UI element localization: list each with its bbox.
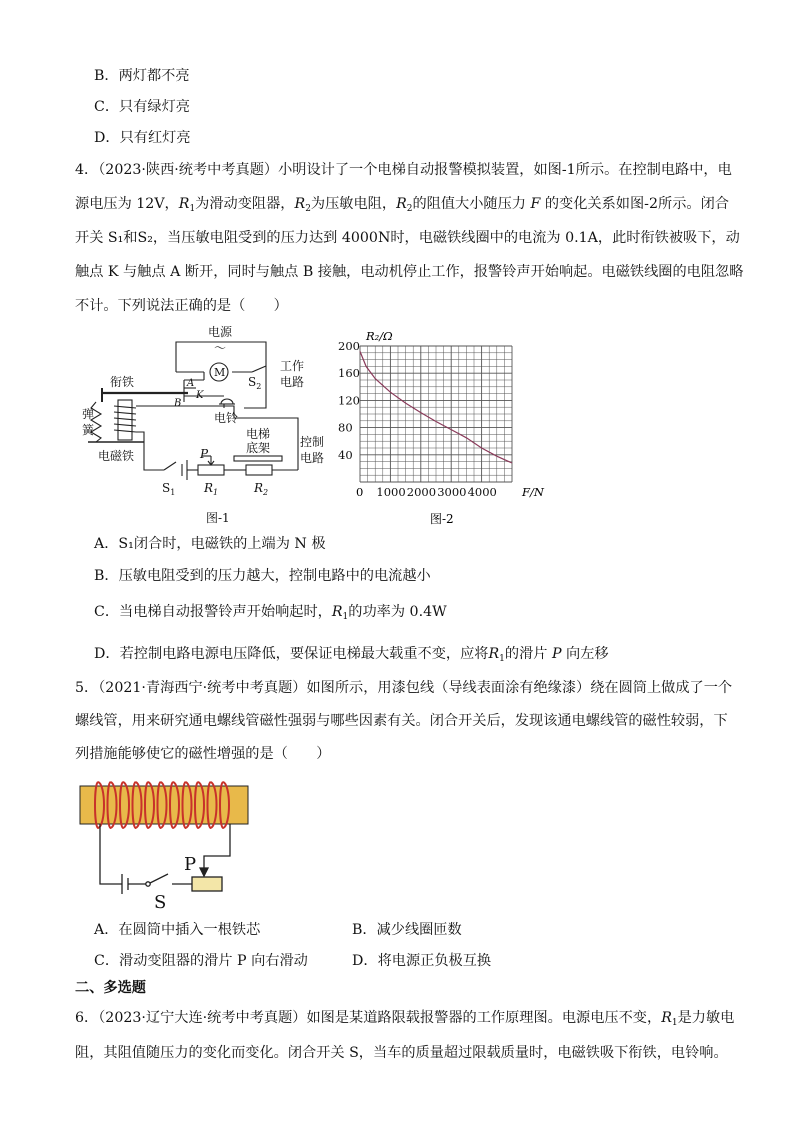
fig1-label-power: 电源 bbox=[208, 325, 233, 339]
fig1-label-spring2: 簧 bbox=[82, 423, 95, 437]
chart-x-tick-label: 3000 bbox=[437, 485, 467, 499]
fig1-label-motor: M bbox=[214, 366, 226, 379]
q4-figure-1-circuit bbox=[84, 322, 340, 528]
q4-stem-line3: 开关 S₁和S₂，当压敏电阻受到的压力达到 4000N时，电磁铁线圈中的电流为 0.1A，此时衔铁被吸下，动 bbox=[75, 230, 740, 246]
q4-figure-2-chart bbox=[338, 324, 560, 530]
fig1-label-bell: 电铃 bbox=[214, 411, 239, 425]
fig1-label-work2: 电路 bbox=[280, 375, 305, 389]
chart-y-tick-label: 200 bbox=[338, 339, 360, 353]
chart-xlabel: F/N bbox=[522, 485, 544, 499]
fig1-label-elevator2: 底架 bbox=[246, 441, 271, 455]
chart-y-tick-label: 160 bbox=[338, 366, 360, 381]
q4-option-b: B．压敏电阻受到的压力越大，控制电路中的电流越小 bbox=[94, 568, 431, 584]
fig1-label-s2: $S_2$ bbox=[248, 375, 262, 391]
section-multi-choice-heading: 二、多选题 bbox=[75, 980, 146, 996]
q5-option-d: D．将电源正负极互换 bbox=[352, 953, 492, 969]
fig1-label-r1: $R_1$ bbox=[204, 481, 219, 497]
q4-option-a: A．S₁闭合时，电磁铁的上端为 N 极 bbox=[94, 536, 326, 552]
q5-stem-line3: 列措施能够使它的磁性增强的是（ ） bbox=[75, 746, 331, 762]
fig1-label-k: K bbox=[196, 390, 204, 401]
fig1-label-b: B bbox=[174, 398, 182, 409]
solenoid-cylinder bbox=[80, 786, 248, 824]
fig1-label-work1: 工作 bbox=[280, 359, 305, 373]
fig1-label-p: P bbox=[200, 447, 209, 461]
fig1-caption: 图-1 bbox=[206, 511, 230, 525]
chart-y-tick-label: 40 bbox=[338, 447, 353, 462]
q5-label-p: P bbox=[184, 854, 197, 875]
fig2-caption: 图-2 bbox=[430, 512, 454, 526]
q5-figure-solenoid bbox=[76, 776, 262, 913]
q6-stem-line2: 阻，其阻值随压力的变化而变化。闭合开关 S，当车的质量超过限载质量时，电磁铁吸下衔铁，电铃响。 bbox=[75, 1045, 728, 1061]
fig1-label-a: A bbox=[187, 378, 195, 389]
chart-y-tick-label: 120 bbox=[338, 393, 360, 408]
q5-option-b: B．减少线圈匝数 bbox=[352, 922, 462, 938]
q4-stem-line1: 4．（2023·陕西·统考中考真题）小明设计了一个电梯自动报警模拟装置，如图-1所示。在控制电路中，电 bbox=[75, 162, 732, 178]
fig1-label-armature: 衔铁 bbox=[110, 375, 135, 389]
q4-stem-line5: 不计。下列说法正确的是（ ） bbox=[75, 298, 288, 314]
chart-y-tick-label: 80 bbox=[338, 420, 353, 435]
q4-option-c: C．当电梯自动报警铃声开始响起时，$R_1$的功率为 0.4W bbox=[94, 604, 447, 622]
chart-ylabel: R₂/Ω bbox=[366, 329, 393, 343]
q3-option-d: D．只有红灯亮 bbox=[94, 130, 191, 146]
fig1-label-control2: 电路 bbox=[300, 451, 325, 465]
fig1-label-electromagnet: 电磁铁 bbox=[98, 449, 135, 463]
q4-stem-line4: 触点 K 与触点 A 断开，同时与触点 B 接触，电动机停止工作，报警铃声开始响起。电磁铁线圈的电阻忽略 bbox=[75, 264, 744, 280]
fig1-label-elevator1: 电梯 bbox=[246, 427, 271, 441]
fig1-label-ac: ～ bbox=[214, 341, 227, 355]
q5-stem-line2: 螺线管，用来研究通电螺线管磁性强弱与哪些因素有关。闭合开关后，发现该通电螺线管的磁性较弱，下 bbox=[75, 713, 728, 729]
chart-x-tick-label: 1000 bbox=[376, 485, 406, 499]
q4-option-d: D．若控制电路电源电压降低，要保证电梯最大载重不变，应将$R_1$的滑片 P 向左移 bbox=[94, 646, 609, 664]
q5-label-s: S bbox=[154, 892, 167, 913]
fig1-label-spring1: 弹 bbox=[82, 407, 95, 421]
q3-option-b: B．两灯都不亮 bbox=[94, 68, 190, 84]
chart-origin: 0 bbox=[356, 485, 364, 499]
chart-x-tick-label: 4000 bbox=[467, 485, 497, 499]
q5-stem-line1: 5．（2021·青海西宁·统考中考真题）如图所示，用漆包线（导线表面涂有绝缘漆）绕在圆筒上做成了一个 bbox=[75, 680, 733, 696]
q5-option-c: C．滑动变阻器的滑片 P 向右滑动 bbox=[94, 953, 308, 969]
q4-stem-line2: 源电压为 12V，$R_1$为滑动变阻器，$R_2$为压敏电阻，$R_2$的阻值大小随压力 F 的变化关系如图-2所示。闭合 bbox=[75, 196, 729, 214]
fig1-label-r2: $R_2$ bbox=[254, 481, 269, 497]
fig1-label-control1: 控制 bbox=[300, 435, 325, 449]
chart-x-tick-label: 2000 bbox=[406, 485, 437, 499]
fig1-label-s1: $S_1$ bbox=[162, 481, 176, 497]
q3-option-c: C．只有绿灯亮 bbox=[94, 99, 190, 115]
q6-stem-line1: 6．（2023·辽宁大连·统考中考真题）如图是某道路限载报警器的工作原理图。电源电压不变，$R_1$是力敏电 bbox=[75, 1010, 735, 1028]
q5-option-a: A．在圆筒中插入一根铁芯 bbox=[94, 922, 261, 938]
